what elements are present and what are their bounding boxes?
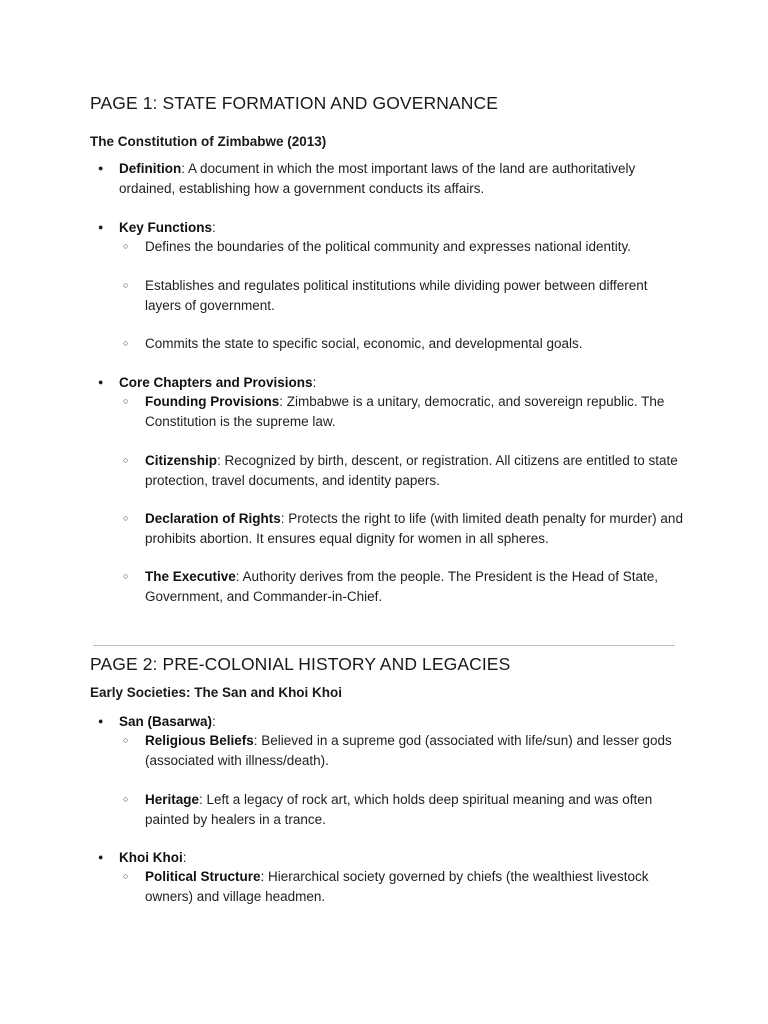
term: Political Structure (145, 869, 261, 884)
term: Key Functions (119, 220, 213, 235)
colon: : (212, 714, 216, 729)
term: Founding Provisions (145, 394, 280, 409)
sub-item-key-function: ○ Commits the state to specific social, economic, and developmental goals. (145, 334, 685, 354)
term: San (Basarwa) (119, 714, 213, 729)
item-text: : Left a legacy of rock art, which holds deep spiritual meaning and was often painted by healers in a trance. (145, 792, 653, 827)
term: Heritage (145, 792, 200, 807)
sub-item-religious-beliefs (145, 731, 685, 770)
page1-heading: PAGE 1: STATE FORMATION AND GOVERNANCE (90, 93, 498, 113)
item-text: : Hierarchical society governed by chiefs (the wealthiest livestock owners) and village headmen. (145, 869, 649, 904)
colon: : (312, 375, 317, 390)
sub-item-key-function: ○ Defines the boundaries of the political community and expresses national identity. (145, 237, 685, 257)
term: Declaration of Rights (145, 511, 281, 526)
term: Citizenship (145, 453, 218, 468)
sub-item-executive (145, 567, 685, 606)
sub-item-political-structure (145, 867, 685, 906)
page2-heading: PAGE 2: PRE-COLONIAL HISTORY AND LEGACIES (90, 654, 511, 674)
sub-item-heritage (145, 790, 685, 829)
item-text: : Zimbabwe is a unitary, democratic, and sovereign republic. The Constitution is the supreme law. (145, 394, 665, 429)
page1-subheading: The Constitution of Zimbabwe (2013) (90, 134, 327, 149)
term: Religious Beliefs (145, 733, 254, 748)
list-item-san (119, 712, 679, 732)
item-text: : Authority derives from the people. The President is the Head of State, Government, and Commander-in-Chief. (145, 569, 659, 604)
list-item-key-functions (119, 218, 679, 238)
sub-item-citizenship (145, 451, 685, 490)
list-item-core-chapters (119, 373, 679, 393)
section-divider (93, 645, 675, 646)
term: The Executive (145, 569, 236, 584)
list-item-khoi-khoi (119, 848, 679, 868)
list-item-definition (119, 159, 679, 198)
sub-item-key-function: ○ Establishes and regulates political institutions while dividing power between different layers of government. (145, 276, 685, 315)
colon: : (212, 220, 216, 235)
term: Khoi Khoi (119, 850, 183, 865)
term: Definition (119, 161, 182, 176)
sub-item-declaration-of-rights (145, 509, 685, 548)
term: Core Chapters and Provisions (119, 375, 313, 390)
page2-subheading: Early Societies: The San and Khoi Khoi (90, 685, 343, 700)
item-text: : Recognized by birth, descent, or registration. All citizens are entitled to state protection, travel documents, and identity papers. (145, 453, 678, 488)
colon: : (182, 850, 187, 865)
item-text: : A document in which the most important laws of the land are authoritatively ordained, establishing how a government conducts its affairs. (119, 161, 636, 196)
item-text: : Believed in a supreme god (associated with life/sun) and lesser gods (associated with illness/death). (145, 733, 672, 768)
sub-item-founding-provisions (145, 392, 685, 431)
item-text: : Protects the right to life (with limited death penalty for murder) and prohibits abortion. It ensures equal dignity for women in all spheres. (145, 511, 683, 546)
